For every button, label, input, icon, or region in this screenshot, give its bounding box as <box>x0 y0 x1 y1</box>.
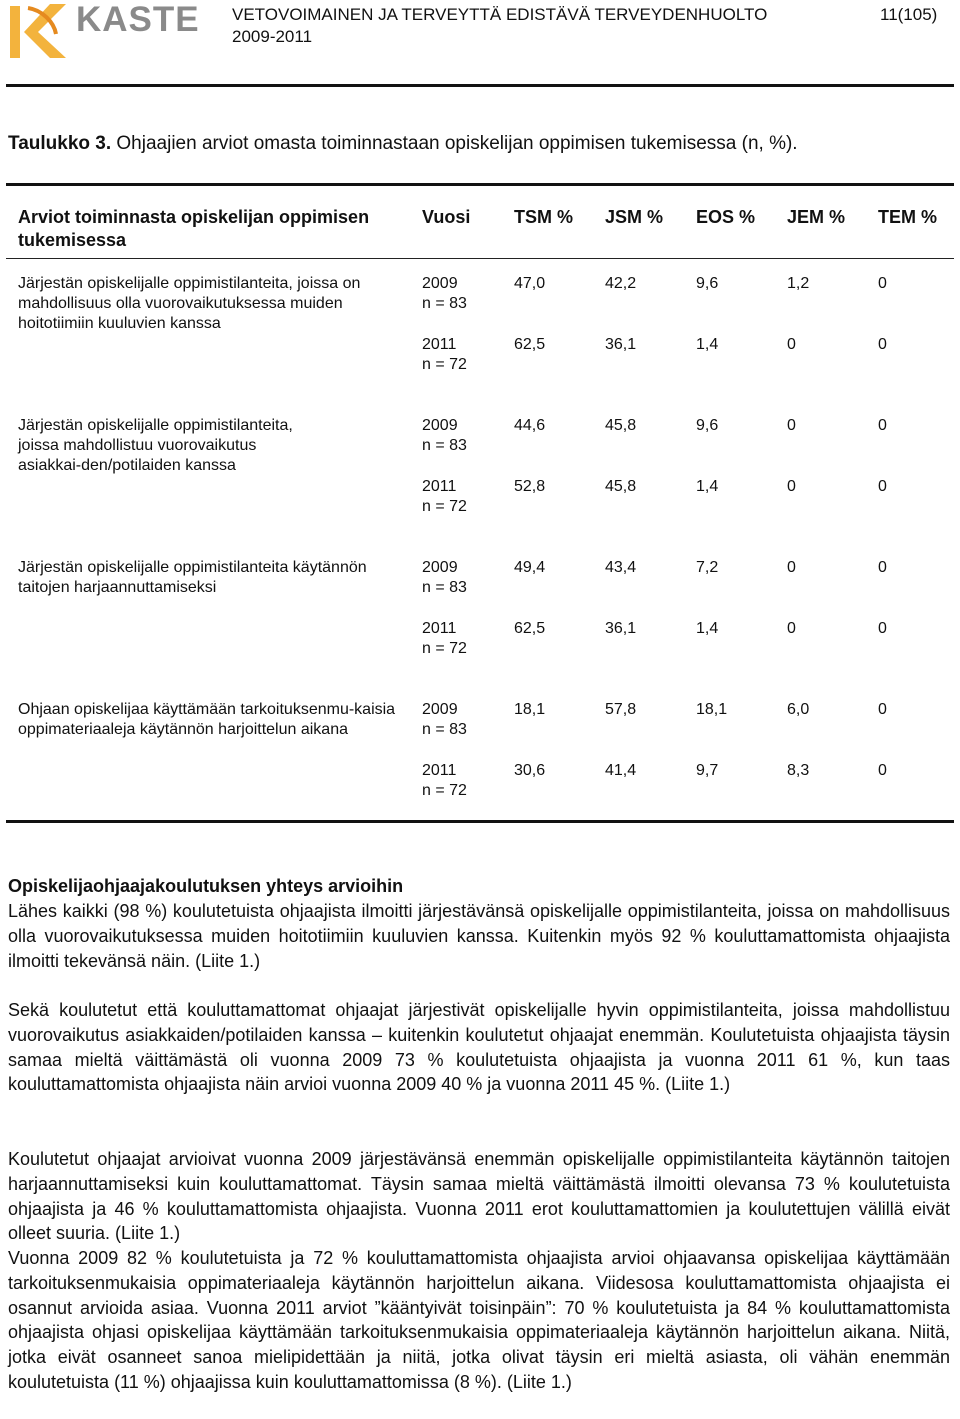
table-cell-year: 2009 n = 83 <box>422 417 467 454</box>
table-caption-label: Taulukko 3. <box>8 133 112 154</box>
body-paragraph-2: Sekä koulutetut että kouluttamattomat ohjaajat järjestivät opiskelijalle hyvin oppimistilanteita, joissa mahdollistuu vuorovaikutus asiakkaiden/potilaiden kanssa – kuitenkin koulutetut ohjaajat enemmän. Koulutetuista ohjaajista täysin samaa mieltä väittämästä oli vuonna 2009 73 % koulutetuista ohjaajista ja vuonna 2011 61 %, kun taas kouluttamattomista ohjaajista näin arvioi vuonna 2009 40 % ja vuonna 2011 45 %. (Liite 1.) <box>8 1000 950 1095</box>
table-cell-tem: 0 <box>878 620 887 637</box>
table-cell-tem: 0 <box>878 762 887 779</box>
table-cell-jem: 1,2 <box>787 275 810 292</box>
table-cell-year: 2009 n = 83 <box>422 275 467 312</box>
table-row-label: Järjestän opiskelijalle oppimistilanteita, joissa on mahdollisuus olla vuorovaikutuksessa muiden hoitotiimiin kuuluvien kanssa <box>18 275 361 332</box>
table-cell-tsm: 62,5 <box>514 336 546 353</box>
table-cell-jsm: 45,8 <box>605 417 637 434</box>
table-cell-eos: 9,7 <box>696 762 719 779</box>
document-title <box>232 4 872 48</box>
document-title-line2: 2009-2011 <box>232 27 313 46</box>
col-header-statement: Arviot toiminnasta opiskelijan oppimisen tukemisessa <box>18 207 370 250</box>
table-cell-tsm: 49,4 <box>514 559 546 576</box>
table-caption-text: Ohjaajien arviot omasta toiminnastaan opiskelijan oppimisen tukemisessa (n, %). <box>111 133 798 154</box>
table-cell-year: 2009 n = 83 <box>422 701 467 738</box>
table-cell-jem: 8,3 <box>787 762 810 779</box>
table-top-rule <box>6 183 954 186</box>
table-cell-jem: 0 <box>787 478 796 495</box>
table-cell-year: 2011 n = 72 <box>422 478 467 515</box>
col-header-tsm: TSM % <box>514 207 574 227</box>
kaste-logo <box>6 0 206 62</box>
table-cell-tem: 0 <box>878 559 887 576</box>
table-row-label: Järjestän opiskelijalle oppimistilanteita käytännön taitojen harjaannuttamiseksi <box>18 559 367 596</box>
table-cell-jsm: 43,4 <box>605 559 637 576</box>
table-cell-tsm: 30,6 <box>514 762 546 779</box>
table-cell-year: 2011 n = 72 <box>422 336 467 373</box>
table-cell-jem: 6,0 <box>787 701 810 718</box>
logo-text: KASTE <box>76 0 200 39</box>
page-header <box>0 0 960 90</box>
table-header-rule <box>6 258 954 259</box>
header-divider <box>6 84 954 87</box>
table-cell-eos: 1,4 <box>696 478 719 495</box>
table-cell-eos: 1,4 <box>696 336 719 353</box>
table-cell-jsm: 41,4 <box>605 762 637 779</box>
table-row-label: Järjestän opiskelijalle oppimistilanteita, joissa mahdollistuu vuorovaikutus asiakkai-den/potilaiden kanssa <box>18 417 293 474</box>
table-cell-tsm: 44,6 <box>514 417 546 434</box>
table-cell-tem: 0 <box>878 336 887 353</box>
table-cell-year: 2011 n = 72 <box>422 762 467 799</box>
table-cell-tem: 0 <box>878 275 887 292</box>
table-cell-tsm: 47,0 <box>514 275 546 292</box>
table-cell-jsm: 42,2 <box>605 275 637 292</box>
table-row-label: Ohjaan opiskelijaa käyttämään tarkoituksenmu-kaisia oppimateriaaleja käytännön harjoittelun aikana <box>18 701 396 738</box>
table-cell-jsm: 36,1 <box>605 620 637 637</box>
section-heading: Opiskelijaohjaajakoulutuksen yhteys arvioihin <box>8 876 404 896</box>
table-caption <box>8 132 798 156</box>
page-number: 11(105) <box>880 5 938 24</box>
document-title-line1: VETOVOIMAINEN JA TERVEYTTÄ EDISTÄVÄ TERVEYDENHUOLTO <box>232 5 768 24</box>
col-header-jsm: JSM % <box>605 207 664 227</box>
body-paragraph-1: Lähes kaikki (98 %) koulutetuista ohjaajista ilmoitti järjestävänsä opiskelijalle oppimistilanteita, joissa on mahdollisuus olla vuorovaikutuksessa muiden hoitotiimiin kuuluvien kanssa. Kuitenkin myös 92 % kouluttamattomista ohjaajista ilmoitti tekevänsä näin. (Liite 1.) <box>8 901 950 971</box>
table-cell-eos: 7,2 <box>696 559 719 576</box>
table-cell-year: 2009 n = 83 <box>422 559 467 596</box>
table-bottom-rule <box>6 820 954 823</box>
table-cell-jem: 0 <box>787 559 796 576</box>
table-cell-tem: 0 <box>878 417 887 434</box>
table-cell-jsm: 57,8 <box>605 701 637 718</box>
col-header-tem: TEM % <box>878 207 938 227</box>
col-header-jem: JEM % <box>787 207 846 227</box>
body-paragraph-4: Vuonna 2009 82 % koulutetuista ja 72 % kouluttamattomista ohjaajista arvioi ohjaavansa opiskelijaa käyttämään tarkoituksenmukaisia oppimateriaaleja käytännön harjoittelun aikana. Viidesosa kouluttamattomista ohjaajista ei osannut arvioida asiaa. Vuonna 2011 arviot ”kääntyivät toisinpäin”: 70 % koulutetuista ja 84 % kouluttamattomista ohjaajista ohjasi opiskelijaa käyttämään tarkoituksenmukaisia oppimateriaaleja käytännön harjoittelun aikana. Niitä, jotka eivät osanneet sanoa mielipidettään ja niitä, jotka olivat täysin eri mieltä asiasta, oli vähän enemmän koulutetuista (11 %) ohjaajissa kuin kouluttamattomissa (8 %). (Liite 1.) <box>8 1248 950 1392</box>
table-cell-eos: 18,1 <box>696 701 728 718</box>
table-cell-tsm: 18,1 <box>514 701 546 718</box>
col-header-year: Vuosi <box>422 207 471 227</box>
table-cell-eos: 9,6 <box>696 417 719 434</box>
table-cell-tem: 0 <box>878 701 887 718</box>
table-cell-eos: 9,6 <box>696 275 719 292</box>
table-cell-eos: 1,4 <box>696 620 719 637</box>
table-cell-tem: 0 <box>878 478 887 495</box>
table-cell-jsm: 36,1 <box>605 336 637 353</box>
col-header-eos: EOS % <box>696 207 756 227</box>
table-cell-year: 2011 n = 72 <box>422 620 467 657</box>
table-cell-tsm: 62,5 <box>514 620 546 637</box>
table-cell-jem: 0 <box>787 620 796 637</box>
table-cell-jem: 0 <box>787 417 796 434</box>
kaste-logo-icon <box>6 0 72 62</box>
table-cell-tsm: 52,8 <box>514 478 546 495</box>
table-cell-jsm: 45,8 <box>605 478 637 495</box>
table-cell-jem: 0 <box>787 336 796 353</box>
body-paragraph-3: Koulutetut ohjaajat arvioivat vuonna 2009 järjestävänsä enemmän opiskelijalle oppimistilanteita käytännön taitojen harjaannuttamiseksi kuin kouluttamattomat. Täysin samaa mieltä väittämästä ilmoitti olevansa 73 % koulutetuista ohjaajista ja 46 % kouluttamattomista ohjaajista. Vuonna 2011 erot kouluttamattomien ja koulutettujen välillä eivät olleet suuria. (Liite 1.) <box>8 1149 950 1244</box>
